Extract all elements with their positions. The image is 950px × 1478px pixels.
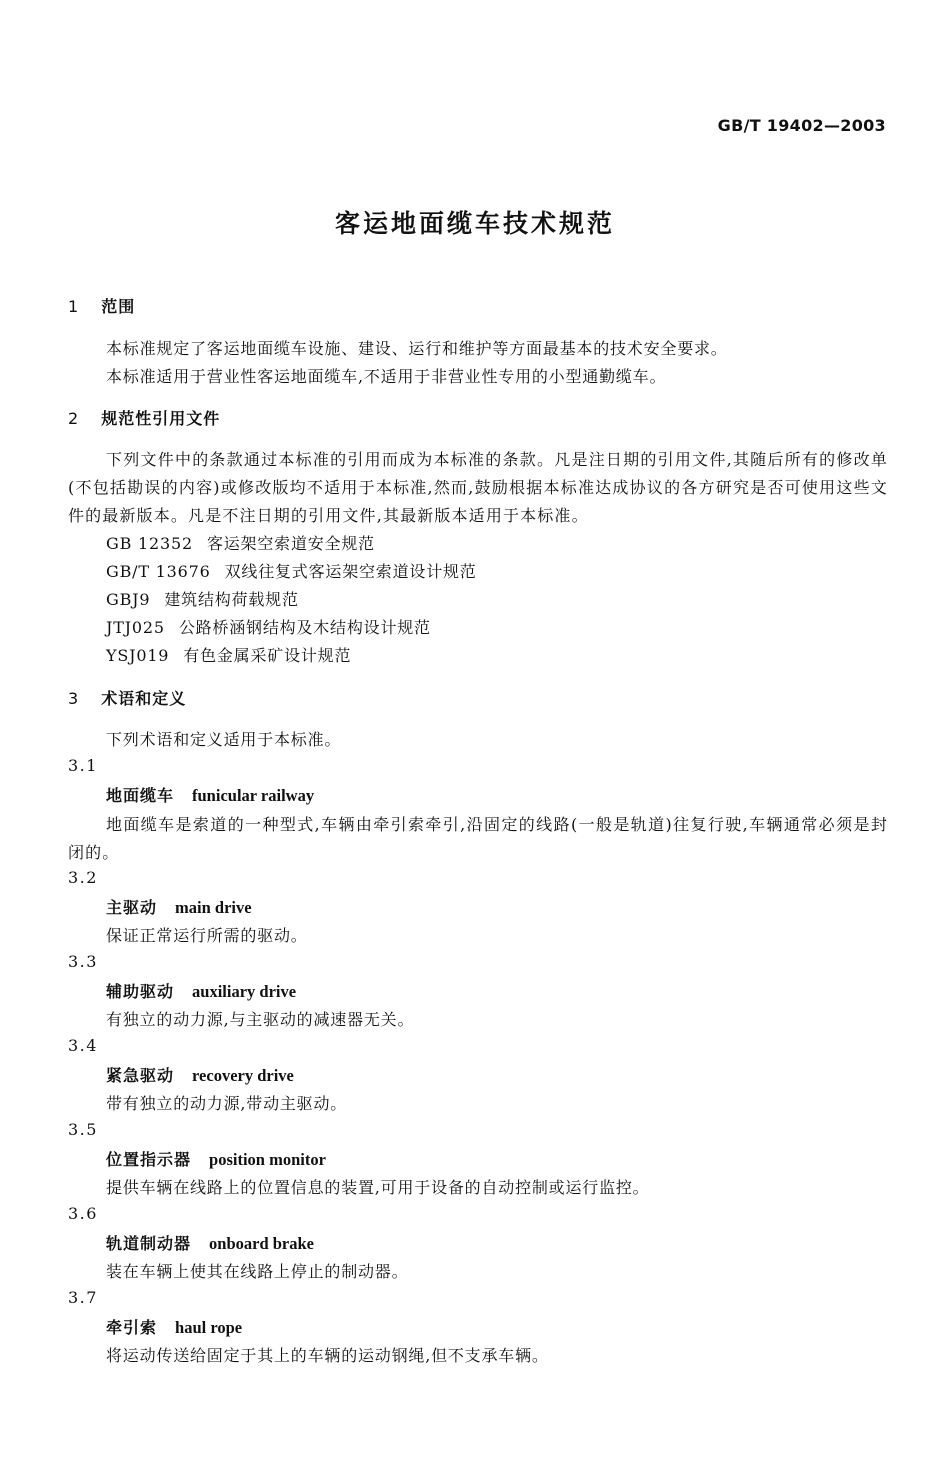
reference-code: GB/T 13676 (106, 562, 211, 581)
term-chinese: 紧急驱动 (106, 1066, 175, 1085)
term-definition: 有独立的动力源,与主驱动的减速器无关。 (106, 1010, 415, 1029)
clause-number: 3.2 (68, 868, 98, 887)
reference-name: 客运架空索道安全规范 (206, 534, 375, 553)
section-heading-1 (68, 294, 135, 317)
section-heading-3 (68, 686, 186, 709)
term-chinese: 辅助驱动 (106, 982, 175, 1001)
term-chinese: 牵引索 (106, 1318, 158, 1337)
term-chinese: 位置指示器 (106, 1150, 192, 1169)
reference-name: 有色金属采矿设计规范 (183, 646, 352, 665)
term-heading (106, 1231, 314, 1254)
term-english: recovery drive (192, 1066, 294, 1085)
standard-code: GB/T 19402—2003 (717, 116, 886, 135)
term-english: position monitor (209, 1150, 326, 1169)
term-english: main drive (175, 898, 252, 917)
reference-item (106, 559, 477, 582)
term-english: onboard brake (209, 1234, 314, 1253)
term-english: auxiliary drive (192, 982, 297, 1001)
term-heading (106, 1063, 294, 1086)
reference-item (106, 643, 351, 666)
reference-item (106, 531, 375, 554)
term-heading (106, 979, 296, 1002)
clause-number: 3.5 (68, 1120, 98, 1139)
term-definition: 地面缆车是索道的一种型式,车辆由牵引索牵引,沿固定的线路(一般是轨道)往复行驶,车辆通常必须是封闭的。 (68, 815, 888, 862)
reference-name: 建筑结构荷载规范 (164, 590, 299, 609)
term-heading (106, 783, 314, 806)
term-chinese: 地面缆车 (106, 786, 175, 805)
term-chinese: 轨道制动器 (106, 1234, 192, 1253)
section-number: 3 (68, 689, 79, 708)
reference-name: 公路桥涵钢结构及木结构设计规范 (178, 618, 431, 637)
term-definition: 将运动传送给固定于其上的车辆的运动钢绳,但不支承车辆。 (106, 1346, 549, 1365)
section-title: 规范性引用文件 (101, 409, 221, 428)
section-title: 范围 (101, 297, 136, 316)
term-english: funicular railway (192, 786, 315, 805)
paragraph: 本标准规定了客运地面缆车设施、建设、运行和维护等方面最基本的技术安全要求。 (106, 339, 728, 358)
document-title: 客运地面缆车技术规范 (334, 209, 615, 238)
term-definition: 装在车辆上使其在线路上停止的制动器。 (106, 1262, 409, 1281)
paragraph: 本标准适用于营业性客运地面缆车,不适用于非营业性专用的小型通勤缆车。 (106, 367, 667, 386)
section-number: 2 (68, 409, 79, 428)
reference-code: GB 12352 (106, 534, 193, 553)
paragraph: 下列文件中的条款通过本标准的引用而成为本标准的条款。凡是注日期的引用文件,其随后所有的修改单(不包括勘误的内容)或修改版均不适用于本标准,然而,鼓励根据本标准达成协议的各方研究是否可使用这些文件的最新版本。凡是不注日期的引用文件,其最新版本适用于本标准。 (68, 450, 888, 525)
clause-number: 3.7 (68, 1288, 98, 1307)
clause-number: 3.6 (68, 1204, 98, 1223)
reference-name: 双线往复式客运架空索道设计规范 (224, 562, 477, 581)
section-number: 1 (68, 297, 79, 316)
clause-number: 3.3 (68, 952, 98, 971)
reference-code: YSJ019 (106, 646, 170, 665)
reference-item (106, 587, 299, 610)
term-heading (106, 1147, 326, 1170)
reference-item (106, 615, 431, 638)
term-heading (106, 895, 252, 918)
clause-number: 3.4 (68, 1036, 98, 1055)
term-definition: 提供车辆在线路上的位置信息的装置,可用于设备的自动控制或运行监控。 (106, 1178, 650, 1197)
term-definition: 带有独立的动力源,带动主驱动。 (106, 1094, 348, 1113)
section-title: 术语和定义 (101, 689, 187, 708)
term-definition: 保证正常运行所需的驱动。 (106, 926, 308, 945)
section-heading-2 (68, 406, 220, 429)
reference-code: JTJ025 (106, 618, 165, 637)
term-heading (106, 1315, 242, 1338)
term-english: haul rope (175, 1318, 243, 1337)
paragraph: 下列术语和定义适用于本标准。 (106, 730, 342, 749)
reference-code: GBJ9 (106, 590, 151, 609)
clause-number: 3.1 (68, 756, 98, 775)
term-chinese: 主驱动 (106, 898, 158, 917)
